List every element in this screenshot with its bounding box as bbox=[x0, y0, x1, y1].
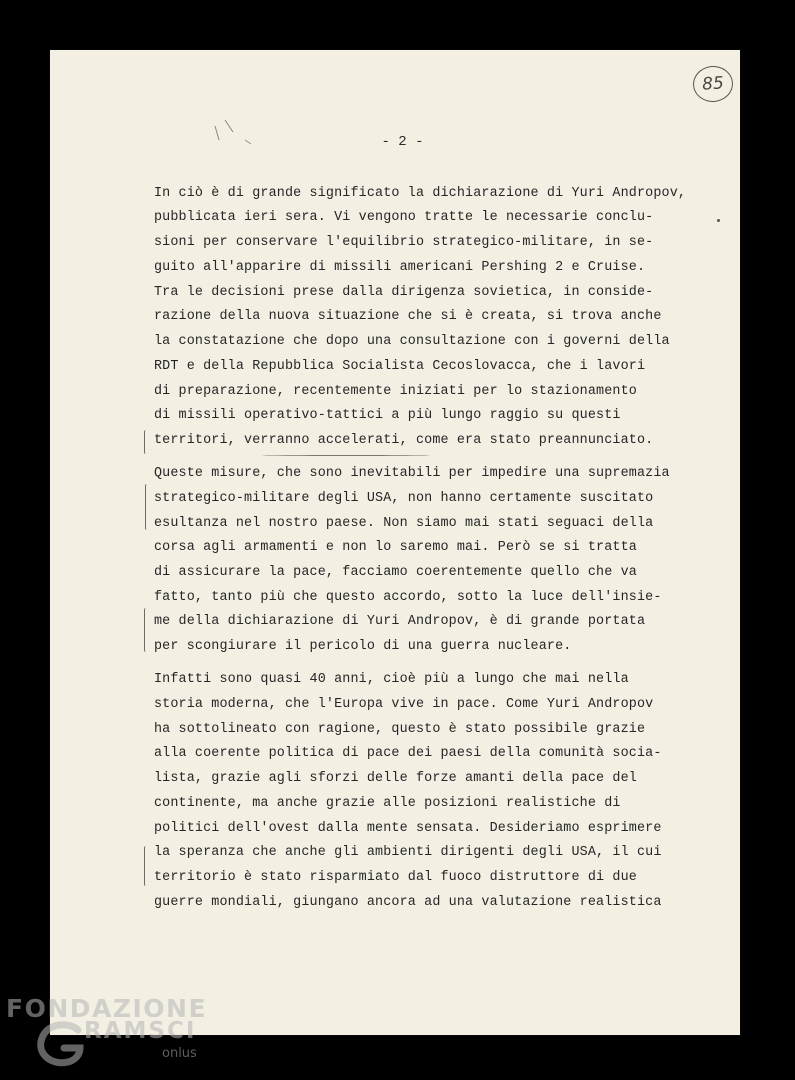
text-line: politici dell'ovest dalla mente sensata. Desideriamo esprimere bbox=[154, 821, 662, 836]
text-line: Infatti sono quasi 40 anni, cioè più a lungo che mai nella bbox=[154, 672, 629, 687]
text-line: sioni per conservare l'equilibrio strategico-militare, in se- bbox=[154, 235, 654, 250]
text-line: Tra le decisioni prese dalla dirigenza sovietica, in conside- bbox=[154, 285, 654, 300]
text-line: continente, ma anche grazie alle posizioni realistiche di bbox=[154, 796, 621, 811]
text-line: guerre mondiali, giungano ancora ad una valutazione realistica bbox=[154, 895, 662, 910]
watermark-title: FONDAZIONE bbox=[6, 994, 208, 1023]
text-line: territorio è stato risparmiato dal fuoco distruttore di due bbox=[154, 870, 637, 885]
watermark-suffix: onlus bbox=[162, 1046, 197, 1061]
margin-bracket-mark bbox=[144, 846, 148, 886]
text-line: storia moderna, che l'Europa vive in pace. Come Yuri Andropov bbox=[154, 697, 654, 712]
text-line: In ciò è di grande significato la dichiarazione di Yuri Andropov, bbox=[154, 186, 687, 201]
text-line: territori, verranno accelerati, come era stato preannunciato. bbox=[154, 433, 654, 448]
text-line: la speranza che anche gli ambienti dirigenti degli USA, il cui bbox=[154, 845, 662, 860]
pencil-underline bbox=[262, 455, 430, 456]
text-line: corsa agli armamenti e non lo saremo mai. Però se si tratta bbox=[154, 540, 637, 555]
text-line: RDT e della Repubblica Socialista Cecoslovacca, che i lavori bbox=[154, 359, 646, 374]
text-line: pubblicata ieri sera. Vi vengono tratte le necessarie conclu- bbox=[154, 210, 654, 225]
text-line: me della dichiarazione di Yuri Andropov, è di grande portata bbox=[154, 614, 646, 629]
text-line: esultanza nel nostro paese. Non siamo mai stati seguaci della bbox=[154, 516, 654, 531]
archive-number-stamp: 85 bbox=[692, 65, 734, 104]
text-line: di preparazione, recentemente iniziati per lo stazionamento bbox=[154, 384, 637, 399]
pencil-dot bbox=[717, 219, 720, 222]
margin-bracket-mark bbox=[144, 608, 148, 652]
text-line: fatto, tanto più che questo accordo, sotto la luce dell'insie- bbox=[154, 590, 662, 605]
watermark-subtitle: RAMSCI bbox=[84, 1018, 197, 1044]
text-line: la constatazione che dopo una consultazione con i governi della bbox=[154, 334, 670, 349]
margin-bracket-mark bbox=[144, 430, 148, 454]
text-line: per scongiurare il pericolo di una guerra nucleare. bbox=[154, 639, 572, 654]
text-line: guito all'apparire di missili americani Pershing 2 e Cruise. bbox=[154, 260, 646, 275]
text-line: razione della nuova situazione che si è creata, si trova anche bbox=[154, 309, 662, 324]
text-line: alla coerente politica di pace dei paesi della comunità socia- bbox=[154, 746, 662, 761]
text-line: di assicurare la pace, facciamo coerentemente quello che va bbox=[154, 565, 637, 580]
text-line: lista, grazie agli sforzi delle forze amanti della pace del bbox=[154, 771, 637, 786]
page-number: - 2 - bbox=[381, 134, 424, 150]
text-line: di missili operativo-tattici a più lungo raggio su questi bbox=[154, 408, 621, 423]
text-line: Queste misure, che sono inevitabili per impedire una supremazia bbox=[154, 466, 670, 481]
foundation-watermark bbox=[2, 990, 208, 1070]
margin-bracket-mark bbox=[145, 484, 149, 530]
text-line: strategico-militare degli USA, non hanno certamente suscitato bbox=[154, 491, 654, 506]
text-line: ha sottolineato con ragione, questo è stato possibile grazie bbox=[154, 722, 646, 737]
